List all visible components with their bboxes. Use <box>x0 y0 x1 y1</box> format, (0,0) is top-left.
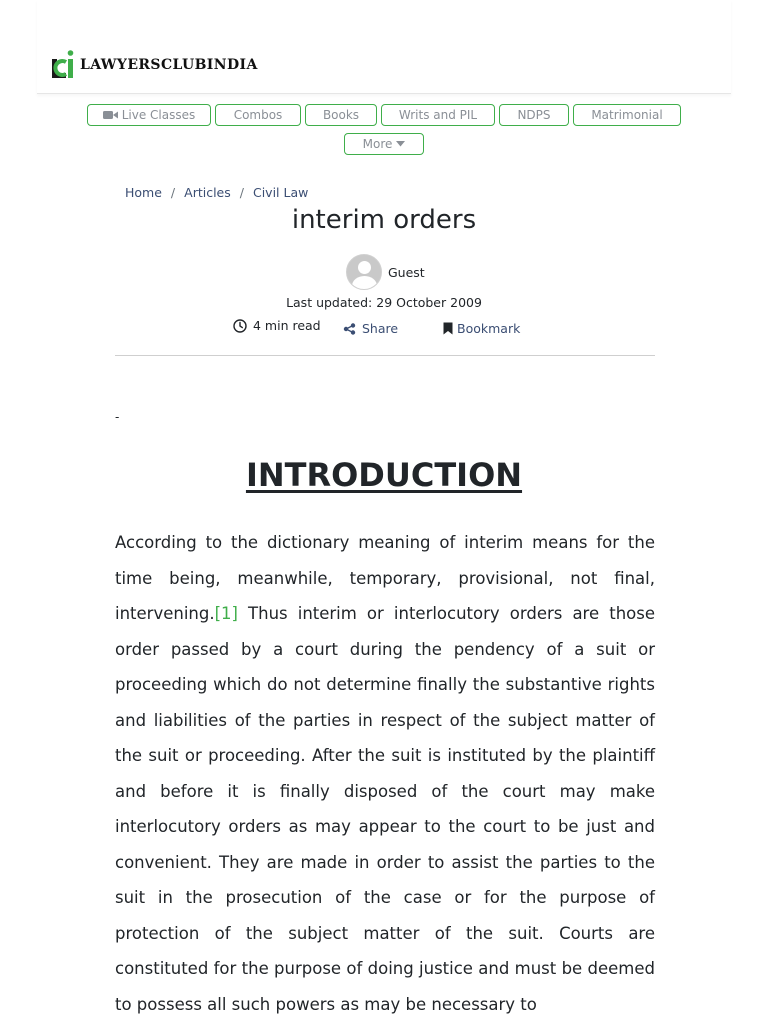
breadcrumb-separator: / <box>239 185 244 200</box>
site-name: LAWYERSCLUBINDIA <box>80 57 258 73</box>
paragraph-text-2: Thus interim or interlocutory orders are those order passed by a court during the pendency of a suit or proceeding which do not determine finally the substantive rights and liabilities of the parties in respect of the subject matter of the suit or proceeding. After the suit is instituted by the plaintiff and before it is finally disposed of the court may make interlocutory orders as may appear to the court to be just and convenient. They are made in order to assist the parties to the suit in the prosecution of the case or for the purpose of protection of the subject matter of the suit. Courts are constituted for the purpose of doing justice and must be deemed to possess all such powers as may be necessary to <box>115 604 655 1014</box>
nav-books-label: Books <box>322 108 360 122</box>
avatar <box>346 254 382 290</box>
nav-writs-and-pil[interactable] <box>381 104 495 126</box>
nav-ndps-label: NDPS <box>517 108 551 122</box>
bookmark-label: Bookmark <box>457 321 521 336</box>
paragraph-text-1: According to the dictionary meaning of interim means for the time being, meanwhile, temporary, provisional, not final, intervening. <box>115 533 655 623</box>
divider <box>115 355 655 356</box>
nav-combos[interactable] <box>215 104 301 126</box>
article-title: interim orders <box>291 205 477 235</box>
nav-combos-label: Combos <box>233 108 283 122</box>
video-camera-icon <box>103 110 118 120</box>
nav-books[interactable] <box>305 104 377 126</box>
nav-more[interactable] <box>344 133 424 155</box>
site-header <box>37 0 731 94</box>
clock-icon <box>233 319 247 333</box>
read-time <box>233 318 321 333</box>
breadcrumb-civil-law[interactable]: Civil Law <box>252 185 309 200</box>
article-dash: - <box>115 410 120 424</box>
last-updated: Last updated: 29 October 2009 <box>286 295 482 310</box>
breadcrumb-separator: / <box>170 185 176 200</box>
nav-matrimonial-label: Matrimonial <box>591 108 663 122</box>
article-paragraph <box>115 525 655 1022</box>
author-name[interactable]: Guest <box>388 264 425 280</box>
bookmark-button[interactable] <box>443 321 520 336</box>
site-logo[interactable] <box>50 49 258 81</box>
share-label: Share <box>362 321 399 336</box>
top-nav <box>0 104 768 126</box>
breadcrumb <box>125 185 308 200</box>
logo-mark-icon <box>50 49 74 81</box>
bookmark-icon <box>443 322 453 335</box>
nav-ndps[interactable] <box>499 104 569 126</box>
breadcrumb-home[interactable]: Home <box>125 185 162 200</box>
top-nav-more-row <box>0 133 768 155</box>
nav-live-classes-label: Live Classes <box>121 108 196 122</box>
article-meta <box>0 318 768 338</box>
nav-matrimonial[interactable] <box>573 104 681 126</box>
nav-live-classes[interactable] <box>87 104 211 126</box>
caret-down-icon <box>396 141 405 147</box>
author[interactable] <box>346 254 425 290</box>
nav-more-label: More <box>362 137 393 151</box>
read-time-label: 4 min read <box>253 318 321 333</box>
nav-writs-label: Writs and PIL <box>398 108 478 122</box>
breadcrumb-articles[interactable]: Articles <box>184 185 231 200</box>
share-button[interactable] <box>343 321 398 336</box>
share-icon <box>343 323 356 335</box>
footnote-link[interactable]: [1] <box>214 604 238 623</box>
section-heading: INTRODUCTION <box>245 456 523 494</box>
